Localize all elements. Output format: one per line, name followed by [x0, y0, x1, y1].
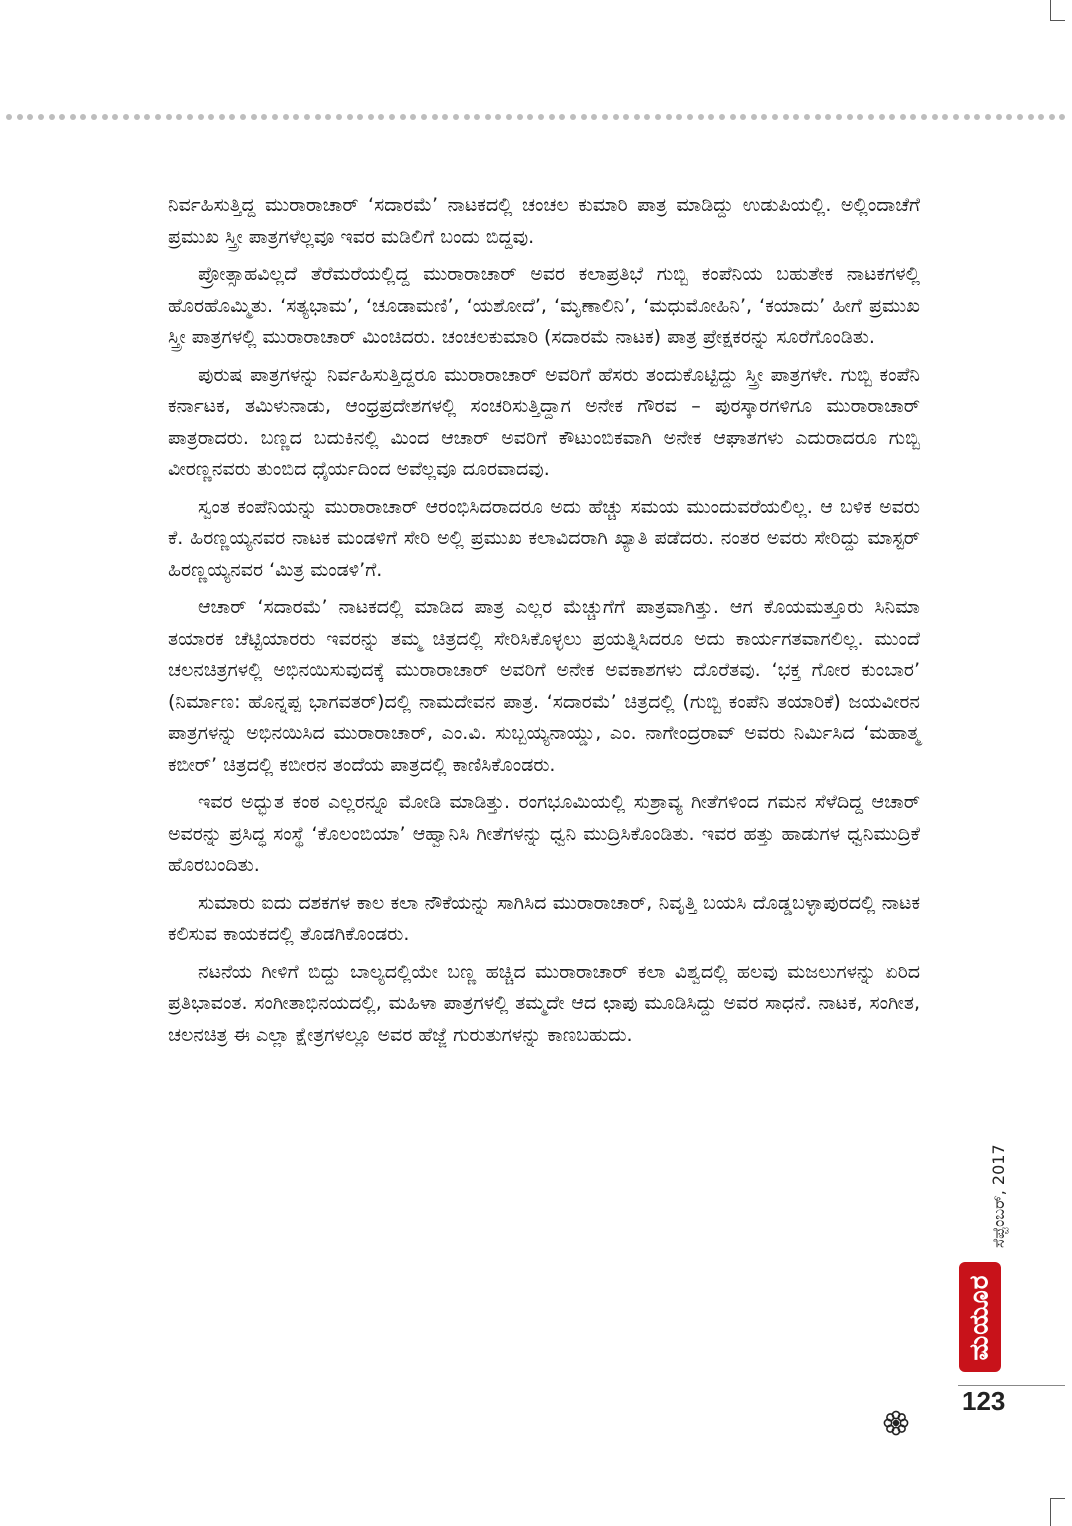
divider-dot — [730, 114, 736, 120]
divider-dot — [910, 114, 916, 120]
divider-dot — [740, 114, 746, 120]
divider-dot — [357, 114, 363, 120]
divider-dot — [208, 114, 214, 120]
divider-dot — [836, 114, 842, 120]
divider-dot — [464, 114, 470, 120]
divider-dot — [698, 114, 704, 120]
divider-dot — [900, 114, 906, 120]
divider-dot — [953, 114, 959, 120]
divider-dot — [112, 114, 118, 120]
divider-dot — [474, 114, 480, 120]
divider-dot — [623, 114, 629, 120]
divider-dot — [293, 114, 299, 120]
divider-dot — [432, 114, 438, 120]
divider-dot — [719, 114, 725, 120]
paragraph-6: ಇವರ ಅದ್ಭುತ ಕಂಠ ಎಲ್ಲರನ್ನೂ ಮೋಡಿ ಮಾಡಿತ್ತು. ರಂಗಭೂಮಿಯಲ್ಲಿ ಸುಶ್ರಾವ್ಯ ಗೀತೆಗಳಿಂದ ಗಮನ ಸೆಳೆದಿದ್ದ ಆಚಾರ್ ಅವರನ್ನು ಪ್ರಸಿದ್ಧ ಸಂಸ್ಥೆ ‘ಕೊಲಂಬಿಯಾ’ ಆಹ್ವಾನಿಸಿ ಗೀತೆಗಳನ್ನು ಧ್ವನಿ ಮುದ್ರಿಸಿಕೊಂಡಿತು. ಇವರ ಹತ್ತು ಹಾಡುಗಳ ಧ್ವನಿಮುದ್ರಿಕೆ ಹೊರಬಂದಿತು. — [168, 791, 920, 876]
divider-dot — [1038, 114, 1044, 120]
magazine-logo — [959, 1262, 1001, 1372]
divider-dot — [613, 114, 619, 120]
divider-dot — [666, 114, 672, 120]
divider-dot — [847, 114, 853, 120]
divider-dot — [772, 114, 778, 120]
divider-dot — [857, 114, 863, 120]
crop-mark-top-right — [1050, 0, 1065, 21]
divider-dot — [17, 114, 23, 120]
divider-dot — [517, 114, 523, 120]
divider-dot — [304, 114, 310, 120]
divider-dot — [144, 114, 150, 120]
divider-dot — [581, 114, 587, 120]
divider-dot — [761, 114, 767, 120]
divider-dot — [80, 114, 86, 120]
divider-dot — [134, 114, 140, 120]
divider-dot — [868, 114, 874, 120]
divider-dot — [70, 114, 76, 120]
divider-dot — [251, 114, 257, 120]
divider-dot — [1049, 114, 1055, 120]
divider-dot — [176, 114, 182, 120]
divider-dot — [793, 114, 799, 120]
divider-dot — [889, 114, 895, 120]
divider-dot — [602, 114, 608, 120]
divider-dot — [495, 114, 501, 120]
divider-dot — [315, 114, 321, 120]
divider-dot — [879, 114, 885, 120]
divider-dot — [527, 114, 533, 120]
divider-dot — [219, 114, 225, 120]
divider-dot — [272, 114, 278, 120]
divider-dot — [27, 114, 33, 120]
divider-dot — [815, 114, 821, 120]
divider-dot — [1006, 114, 1012, 120]
divider-dot — [921, 114, 927, 120]
paragraph-4: ಸ್ವಂತ ಕಂಪೆನಿಯನ್ನು ಮುರಾರಾಚಾರ್ ಆರಂಭಿಸಿದರಾದರೂ ಅದು ಹೆಚ್ಚು ಸಮಯ ಮುಂದುವರೆಯಲಿಲ್ಲ. ಆ ಬಳಿಕ ಅವರು ಕೆ. ಹಿರಣ್ಣಯ್ಯನವರ ನಾಟಕ ಮಂಡಳಿಗೆ ಸೇರಿ ಅಲ್ಲಿ ಪ್ರಮುಖ ಕಲಾವಿದರಾಗಿ ಖ್ಯಾತಿ ಪಡೆದರು. ನಂತರ ಅವರು ಸೇರಿದ್ದು ಮಾಸ್ಟರ್ ಹಿರಣ್ಣಯ್ಯನವರ ‘ಮಿತ್ರ ಮಂಡಳಿ’ಗೆ. — [168, 495, 920, 581]
divider-dot — [783, 114, 789, 120]
divider-dot — [389, 114, 395, 120]
divider-dot — [283, 114, 289, 120]
divider-dot — [59, 114, 65, 120]
divider-dot — [368, 114, 374, 120]
divider-dot — [400, 114, 406, 120]
divider-dot — [1017, 114, 1023, 120]
divider-dot — [166, 114, 172, 120]
divider-dot — [804, 114, 810, 120]
divider-dot — [442, 114, 448, 120]
divider-dot — [198, 114, 204, 120]
paragraph-5: ಆಚಾರ್ ‘ಸದಾರಮೆ’ ನಾಟಕದಲ್ಲಿ ಮಾಡಿದ ಪಾತ್ರ ಎಲ್ಲರ ಮೆಚ್ಚುಗೆಗೆ ಪಾತ್ರವಾಗಿತ್ತು. ಆಗ ಕೊಯಮತ್ತೂರು ಸಿನಿಮಾ ತಯಾರಕ ಚೆಟ್ಟಿಯಾರರು ಇವರನ್ನು ತಮ್ಮ ಚಿತ್ರದಲ್ಲಿ ಸೇರಿಸಿಕೊಳ್ಳಲು ಪ್ರಯತ್ನಿಸಿದರೂ ಅದು ಕಾರ್ಯಗತವಾಗಲಿಲ್ಲ. ಮುಂದೆ ಚಲನಚಿತ್ರಗಳಲ್ಲಿ ಅಭಿನಯಿಸುವುದಕ್ಕೆ ಮುರಾರಾಚಾರ್ ಅವರಿಗೆ ಅನೇಕ ಅವಕಾಶಗಳು ದೊರೆತವು. ‘ಭಕ್ತ ಗೋರ ಕುಂಬಾರ’ (ನಿರ್ಮಾಣ: ಹೊನ್ನಪ್ಪ ಭಾಗವತರ್)ದಲ್ಲಿ ನಾಮದೇವನ ಪಾತ್ರ. ‘ಸದಾರಮೆ’ ಚಿತ್ರದಲ್ಲಿ (ಗುಬ್ಬಿ ಕಂಪೆನಿ ತಯಾರಿಕೆ) ಜಯವೀರನ ಪಾತ್ರಗಳನ್ನು ಅಭಿನಯಿಸಿದ ಮುರಾರಾಚಾರ್, ಎಂ.ವಿ. ಸುಬ್ಬಯ್ಯನಾಯ್ಡು, ಎಂ. ನಾಗೇಂದ್ರರಾವ್ ಅವರು ನಿರ್ಮಿಸಿದ ‘ಮಹಾತ್ಮ ಕಬೀರ್’ ಚಿತ್ರದಲ್ಲಿ ಕಬೀರನ ತಂದೆಯ ಪಾತ್ರದಲ್ಲಿ ಕಾಣಿಸಿಕೊಂಡರು. — [168, 596, 920, 776]
issue-date: ಸೆಪ್ಟೆಂಬರ್, 2017 — [989, 1144, 1008, 1248]
paragraph-3: ಪುರುಷ ಪಾತ್ರಗಳನ್ನು ನಿರ್ವಹಿಸುತ್ತಿದ್ದರೂ ಮುರಾರಾಚಾರ್ ಅವರಿಗೆ ಹೆಸರು ತಂದುಕೊಟ್ಟಿದ್ದು ಸ್ತ್ರೀ ಪಾತ್ರಗಳೇ. ಗುಬ್ಬಿ ಕಂಪೆನಿ ಕರ್ನಾಟಕ, ತಮಿಳುನಾಡು, ಆಂಧ್ರಪ್ರದೇಶಗಳಲ್ಲಿ ಸಂಚರಿಸುತ್ತಿದ್ದಾಗ ಅನೇಕ ಗೌರವ – ಪುರಸ್ಕಾರಗಳಿಗೂ ಮುರಾರಾಚಾರ್ ಪಾತ್ರರಾದರು. ಬಣ್ಣದ ಬದುಕಿನಲ್ಲಿ ಮಿಂದ ಆಚಾರ್ ಅವರಿಗೆ ಕೌಟುಂಬಿಕವಾಗಿ ಅನೇಕ ಆಘಾತಗಳು ಎದುರಾದರೂ ಗುಬ್ಬಿ ವೀರಣ್ಣನವರು ತುಂಬಿದ ಧೈರ್ಯದಿಂದ ಅವೆಲ್ಲವೂ ದೂರವಾದವು. — [168, 363, 920, 480]
divider-dot — [825, 114, 831, 120]
page-number: 123 — [962, 1386, 1006, 1416]
divider-dot — [325, 114, 331, 120]
divider-dot — [123, 114, 129, 120]
divider-dot — [644, 114, 650, 120]
divider-dot — [38, 114, 44, 120]
divider-dot — [378, 114, 384, 120]
divider-dot — [6, 114, 12, 120]
paragraph-1: ನಿರ್ವಹಿಸುತ್ತಿದ್ದ ಮುರಾರಾಚಾರ್ ‘ಸದಾರಮೆ’ ನಾಟಕದಲ್ಲಿ ಚಂಚಲ ಕುಮಾರಿ ಪಾತ್ರ ಮಾಡಿದ್ದು ಉಡುಪಿಯಲ್ಲಿ. ಅಲ್ಲಿಂದಾಚೆಗೆ ಪ್ರಮುಖ ಸ್ತ್ರೀ ಪಾತ್ರಗಳೆಲ್ಲವೂ ಇವರ ಮಡಿಲಿಗೆ ಬಂದು ಬಿದ್ದವು. — [168, 194, 920, 248]
divider-dot — [974, 114, 980, 120]
divider-dot — [155, 114, 161, 120]
divider-dot — [506, 114, 512, 120]
crop-mark-bottom-right — [1050, 1498, 1065, 1526]
divider-dot — [634, 114, 640, 120]
divider-dot — [942, 114, 948, 120]
divider-dot — [538, 114, 544, 120]
dotted-divider — [0, 112, 1072, 122]
divider-dot — [985, 114, 991, 120]
divider-dot — [49, 114, 55, 120]
divider-dot — [421, 114, 427, 120]
divider-dot — [1059, 114, 1065, 120]
divider-dot — [591, 114, 597, 120]
divider-dot — [549, 114, 555, 120]
divider-dot — [261, 114, 267, 120]
divider-dot — [751, 114, 757, 120]
flower-ornament-icon — [883, 1410, 909, 1436]
divider-dot — [708, 114, 714, 120]
divider-dot — [229, 114, 235, 120]
divider-dot — [410, 114, 416, 120]
divider-dot — [655, 114, 661, 120]
magazine-margin — [959, 1096, 1019, 1376]
divider-dot — [687, 114, 693, 120]
divider-dot — [570, 114, 576, 120]
divider-dot — [453, 114, 459, 120]
paragraph-8: ನಟನೆಯ ಗೀಳಿಗೆ ಬಿದ್ದು ಬಾಲ್ಯದಲ್ಲಿಯೇ ಬಣ್ಣ ಹಚ್ಚಿದ ಮುರಾರಾಚಾರ್ ಕಲಾ ವಿಶ್ವದಲ್ಲಿ ಹಲವು ಮಜಲುಗಳನ್ನು ಏರಿದ ಪ್ರತಿಭಾವಂತ. ಸಂಗೀತಾಭಿನಯದಲ್ಲಿ, ಮಹಿಳಾ ಪಾತ್ರಗಳಲ್ಲಿ ತಮ್ಮದೇ ಆದ ಛಾಪು ಮೂಡಿಸಿದ್ದು ಅವರ ಸಾಧನೆ. ನಾಟಕ, ಸಂಗೀತ, ಚಲನಚಿತ್ರ ಈ ಎಲ್ಲಾ ಕ್ಷೇತ್ರಗಳಲ್ಲೂ ಅವರ ಹೆಜ್ಜೆ ಗುರುತುಗಳನ್ನು ಕಾಣಬಹುದು. — [168, 960, 920, 1046]
divider-dot — [240, 114, 246, 120]
divider-dot — [932, 114, 938, 120]
divider-dot — [1028, 114, 1034, 120]
article-body — [168, 190, 920, 1057]
paragraph-7: ಸುಮಾರು ಐದು ದಶಕಗಳ ಕಾಲ ಕಲಾ ನೌಕೆಯನ್ನು ಸಾಗಿಸಿದ ಮುರಾರಾಚಾರ್, ನಿವೃತ್ತಿ ಬಯಸಿ ದೊಡ್ಡಬಳ್ಳಾಪುರದಲ್ಲಿ ನಾಟಕ ಕಲಿಸುವ ಕಾಯಕದಲ್ಲಿ ತೊಡಗಿಕೊಂಡರು. — [168, 891, 920, 945]
divider-dot — [91, 114, 97, 120]
divider-dot — [996, 114, 1002, 120]
divider-dot — [347, 114, 353, 120]
divider-dot — [102, 114, 108, 120]
paragraph-2: ಪ್ರೋತ್ಸಾಹವಿಲ್ಲದೆ ತೆರೆಮರೆಯಲ್ಲಿದ್ದ ಮುರಾರಾಚಾರ್ ಅವರ ಕಲಾಪ್ರತಿಭೆ ಗುಬ್ಬಿ ಕಂಪೆನಿಯ ಬಹುತೇಕ ನಾಟಕಗಳಲ್ಲಿ ಹೊರಹೊಮ್ಮಿತು. ‘ಸತ್ಯಭಾಮ’, ‘ಚೂಡಾಮಣಿ’, ‘ಯಶೋದೆ’, ‘ಮೃಣಾಲಿನಿ’, ‘ಮಧುಮೋಹಿನಿ’, ‘ಕಯಾದು’ ಹೀಗೆ ಪ್ರಮುಖ ಸ್ತ್ರೀ ಪಾತ್ರಗಳಲ್ಲಿ ಮುರಾರಾಚಾರ್ ಮಿಂಚಿದರು. ಚಂಚಲಕುಮಾರಿ (ಸದಾರಮೆ ನಾಟಕ) ಪಾತ್ರ ಪ್ರೇಕ್ಷಕರನ್ನು ಸೂರೆಗೊಂಡಿತು. — [168, 263, 920, 348]
divider-dot — [336, 114, 342, 120]
divider-dot — [964, 114, 970, 120]
divider-dot — [676, 114, 682, 120]
divider-dot — [559, 114, 565, 120]
divider-dot — [187, 114, 193, 120]
magazine-name: ಮಯೂರ — [964, 1274, 995, 1360]
divider-dot — [485, 114, 491, 120]
